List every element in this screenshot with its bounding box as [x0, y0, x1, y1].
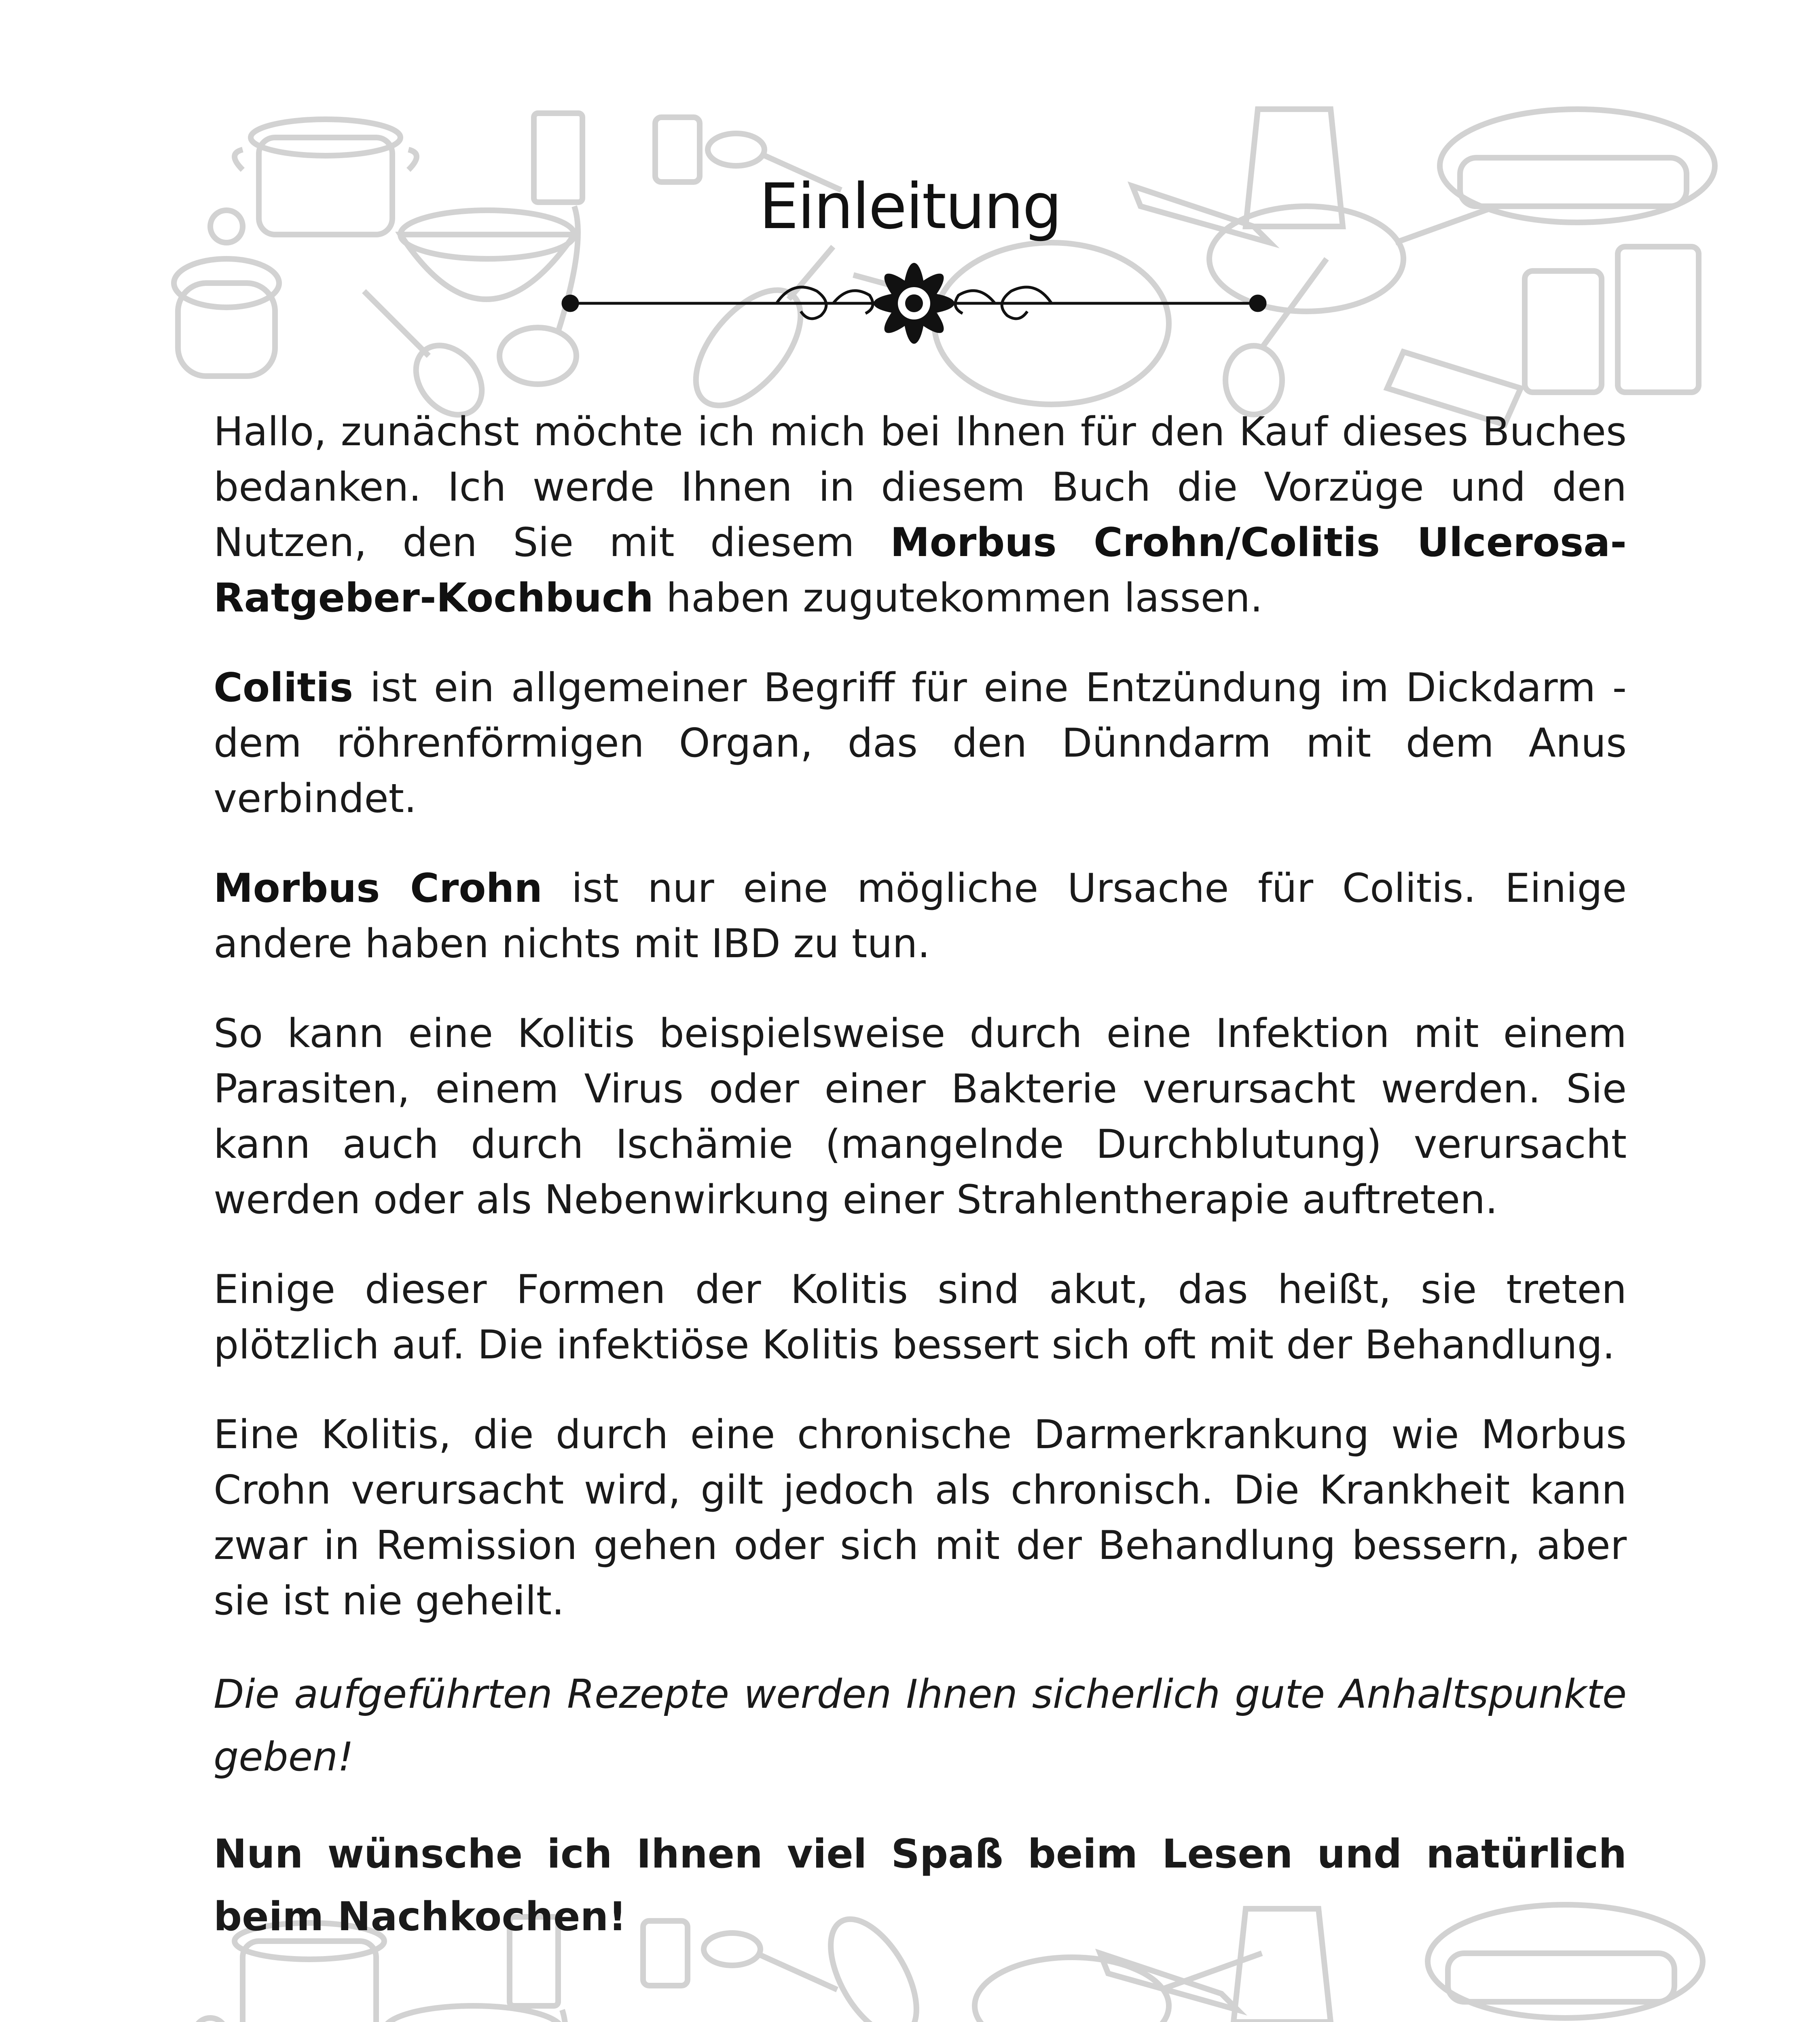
paragraph-colitis: Colitis ist ein allgemeiner Begriff für eine Entzündung im Dickdarm - dem röhrenförmigen Organ, das den Dünndarm mit dem Anus verbindet.	[214, 665, 1627, 822]
term-colitis: Colitis	[214, 665, 353, 711]
bowl-icon	[400, 235, 574, 299]
paragraph-crohn: Morbus Crohn ist nur eine mögliche Ursache für Colitis. Einige andere haben nichts mit IBD zu tun.	[214, 865, 1627, 967]
body-text	[214, 404, 1627, 1983]
paragraph-chronic: Eine Kolitis, die durch eine chronische Darmerkrankung wie Morbus Crohn verursacht wird, gilt jedoch als chronisch. Die Krankheit kann zwar in Remission gehen oder sich mit der Behandlung bessern, aber sie ist nie geheilt.	[214, 1412, 1627, 1624]
paragraph-closing: Nun wünsche ich Ihnen viel Spaß beim Lesen und natürlich beim Nachkochen!	[214, 1831, 1627, 1940]
grater-icon	[1618, 247, 1699, 392]
scale-icon	[1525, 271, 1602, 392]
paragraph-acute: Einige dieser Formen der Kolitis sind akut, das heißt, sie treten plötzlich auf. Die infektiöse Kolitis bessert sich oft mit der Behandlung.	[214, 1267, 1627, 1368]
paragraph-causes: So kann eine Kolitis beispielsweise durch eine Infektion mit einem Parasiten, einem Virus oder einer Bakterie verursacht werden. Sie kann auch durch Ischämie (mangelnde Durchblutung) verursacht werden oder als Nebenwirkung einer Strahlentherapie auftreten.	[214, 1011, 1627, 1223]
flower-ornament-icon	[874, 263, 954, 344]
book-title-emphasis: Morbus Crohn/Colitis Ulcerosa-Ratgeber-Kochbuch	[214, 520, 1627, 621]
casserole-icon	[158, 2018, 263, 2022]
ornamental-divider	[550, 255, 1278, 360]
term-morbus-crohn: Morbus Crohn	[214, 865, 543, 912]
page-title: Einleitung	[759, 170, 1061, 243]
paragraph-intro: Hallo, zunächst möchte ich mich bei Ihnen für den Kauf dieses Buches bedanken. Ich werde Ihnen in diesem Buch die Vorzüge und den Nutzen, den Sie mit diesem Morbus Crohn/Colitis Ulcerosa-Ratgeber-Kochbuch haben zugutekommen lassen.	[214, 409, 1627, 621]
paragraph-recipes-note: Die aufgeführten Rezepte werden Ihnen sicherlich gute Anhaltspunkte geben!	[214, 1671, 1627, 1780]
